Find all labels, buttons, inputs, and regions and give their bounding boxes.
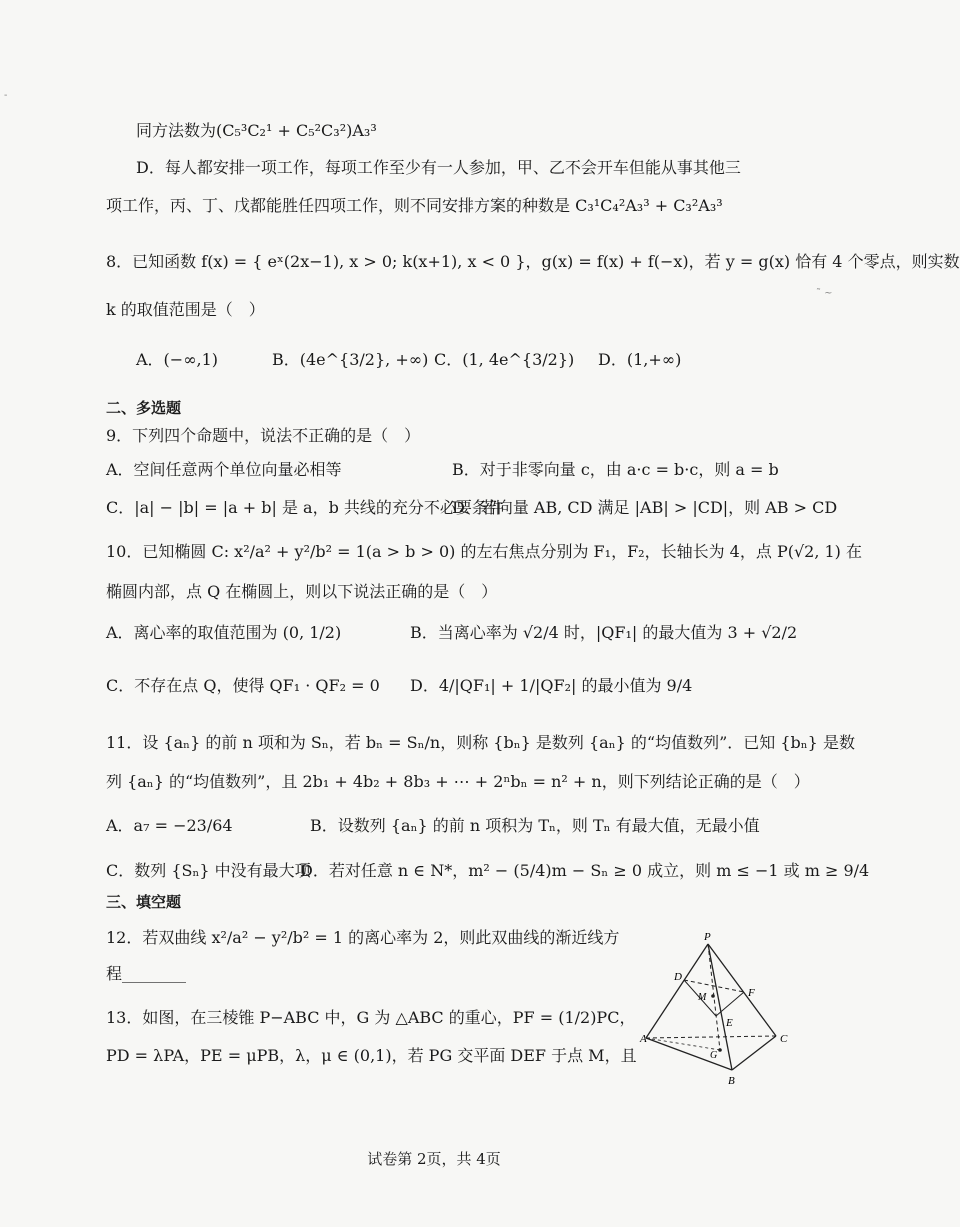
- question-12-stem: 12．若双曲线 x²/a² − y²/b² = 1 的离心率为 2，则此双曲线的渐近线方: [106, 928, 620, 947]
- q9-option-d: D．若向量 AB, CD 满足 |AB| > |CD|，则 AB > CD: [452, 498, 838, 517]
- option-d-7-line-1: D．每人都安排一项工作，每项工作至少有一人参加，甲、乙不会开车但能从事其他三: [136, 158, 741, 177]
- q10-option-d: D．4/|QF₁| + 1/|QF₂| 的最小值为 9/4: [410, 676, 693, 695]
- figure-label-c: C: [780, 1033, 788, 1045]
- figure-label-b: B: [728, 1075, 735, 1087]
- question-11-stem-2: 列 {aₙ} 的“均值数列”，且 2b₁ + 4b₂ + 8b₃ + ⋯ + 2ⁿbₙ = n² + n，则下列结论正确的是（ ）: [106, 772, 810, 791]
- q11-option-b: B．设数列 {aₙ} 的前 n 项积为 Tₙ，则 Tₙ 有最大值，无最小值: [310, 816, 760, 835]
- question-13-stem-2: PD = λPA，PE = μPB，λ，μ ∈ (0,1)，若 PG 交平面 DEF 于点 M，且: [106, 1046, 637, 1065]
- tetrahedron-figure: [640, 930, 800, 1090]
- question-13-stem: 13．如图，在三棱锥 P−ABC 中，G 为 △ABC 的重心，PF = (1/2)PC，: [106, 1008, 636, 1027]
- question-12-blank: 程________: [106, 964, 187, 983]
- q10-option-b: B．当离心率为 √2/4 时，|QF₁| 的最大值为 3 + √2/2: [410, 623, 798, 642]
- q9-option-b: B．对于非零向量 c，由 a·c = b·c，则 a = b: [452, 460, 779, 479]
- figure-label-m: M: [698, 992, 707, 1003]
- q10-option-a: A．离心率的取值范围为 (0, 1/2): [106, 623, 342, 642]
- question-11-stem: 11．设 {aₙ} 的前 n 项和为 Sₙ，若 bₙ = Sₙ/n，则称 {bₙ} 是数列 {aₙ} 的“均值数列”．已知 {bₙ} 是数: [106, 733, 855, 752]
- figure-label-e: E: [726, 1017, 733, 1029]
- section-fill-blank-title: 三、填空题: [106, 893, 182, 911]
- scan-artifact-right: ˜ ~: [816, 288, 833, 299]
- option-c-7-line: 同方法数为(C₅³C₂¹ + C₅²C₃²)A₃³: [136, 121, 377, 140]
- q8-option-a: A．(−∞,1): [136, 350, 219, 369]
- q11-option-c: C．数列 {Sₙ} 中没有最大项: [106, 861, 311, 880]
- question-8-prompt: k 的取值范围是（ ）: [106, 300, 265, 319]
- q8-option-b: B．(4e^{3/2}, +∞): [272, 350, 429, 369]
- figure-label-p: P: [704, 931, 711, 943]
- question-8-stem: 8．已知函数 f(x) = { eˣ(2x−1), x > 0; k(x+1), x < 0 }，g(x) = f(x) + f(−x)，若 y = g(x) 恰有 4 个零点，则实数: [106, 252, 960, 271]
- scan-artifact-left: -: [4, 90, 8, 101]
- page-footer: 试卷第 2页，共 4页: [367, 1150, 501, 1168]
- q8-option-c: C．(1, 4e^{3/2}): [434, 350, 575, 369]
- q9-option-a: A．空间任意两个单位向量必相等: [106, 460, 342, 479]
- q11-option-d: D．若对任意 n ∈ N*，m² − (5/4)m − Sₙ ≥ 0 成立，则 m ≤ −1 或 m ≥ 9/4: [300, 861, 870, 880]
- q9-option-c: C．|a| − |b| = |a + b| 是 a，b 共线的充分不必要条件: [106, 498, 504, 517]
- q10-option-c: C．不存在点 Q，使得 QF₁ · QF₂ = 0: [106, 676, 380, 695]
- question-10-stem: 10．已知椭圆 C: x²/a² + y²/b² = 1(a > b > 0) 的左右焦点分别为 F₁，F₂，长轴长为 4，点 P(√2, 1) 在: [106, 542, 863, 561]
- q8-option-d: D．(1,+∞): [598, 350, 682, 369]
- figure-label-g: G: [710, 1050, 718, 1061]
- figure-label-f: F: [748, 987, 755, 999]
- option-d-7-line-2: 项工作，丙、丁、戊都能胜任四项工作，则不同安排方案的种数是 C₃¹C₄²A₃³ + C₃²A₃³: [106, 196, 723, 215]
- q11-option-a: A．a₇ = −23/64: [106, 816, 233, 835]
- figure-label-d: D: [674, 971, 682, 983]
- section-multi-choice-title: 二、多选题: [106, 399, 182, 417]
- question-10-stem-2: 椭圆内部，点 Q 在椭圆上，则以下说法正确的是（ ）: [106, 582, 498, 601]
- figure-label-a: A: [640, 1033, 647, 1045]
- question-9-stem: 9．下列四个命题中，说法不正确的是（ ）: [106, 426, 421, 445]
